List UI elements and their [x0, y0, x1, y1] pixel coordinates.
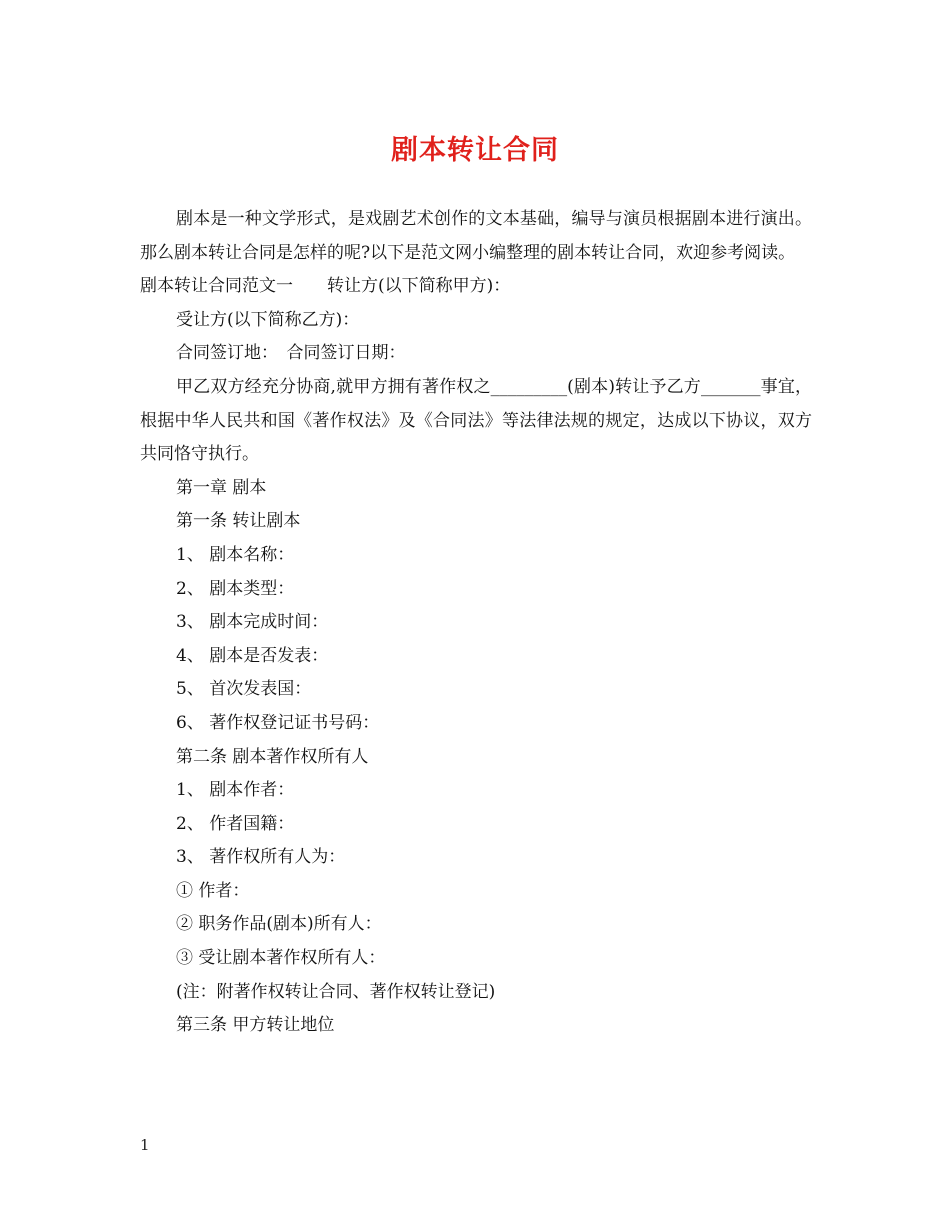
list-item: ① 作者： — [176, 880, 250, 901]
list-item: 6、 著作权登记证书号码： — [176, 712, 380, 733]
article-three-heading: 第三条 甲方转让地位 — [176, 1015, 335, 1036]
chapter-one-heading: 第一章 剧本 — [176, 477, 267, 498]
list-item: 1、 剧本名称： — [176, 544, 295, 565]
list-item: 3、 著作权所有人为： — [176, 847, 346, 868]
note-line: (注：附著作权转让合同、著作权转让登记) — [176, 981, 496, 1002]
list-item: 4、 剧本是否发表： — [176, 645, 329, 666]
list-item: 3、 剧本完成时间： — [176, 612, 329, 633]
list-item: ② 职务作品(剧本)所有人： — [176, 914, 382, 935]
list-item: 2、 作者国籍： — [176, 813, 295, 834]
sample-heading: 剧本转让合同范文一 转让方(以下简称甲方)： — [140, 276, 511, 297]
list-item: 5、 首次发表国： — [176, 679, 312, 700]
article-one-heading: 第一条 转让剧本 — [176, 511, 301, 532]
assignee-line: 受让方(以下简称乙方)： — [176, 309, 360, 330]
list-item: 2、 剧本类型： — [176, 578, 295, 599]
intro-paragraph: 剧本是一种文学形式，是戏剧艺术创作的文本基础，编导与演员根据剧本进行演出。那么剧本转让合同是怎样的呢?以下是范文网小编整理的剧本转让合同，欢迎参考阅读。 — [140, 209, 812, 263]
agreement-paragraph: 甲乙双方经充分协商,就甲方拥有著作权之_________(剧本)转让予乙方_______事宜，根据中华人民共和国《著作权法》及《合同法》等法律法规的规定，达成以下协议，双方共同恪守执行。 — [140, 376, 812, 465]
sign-place-date-line: 合同签订地： 合同签订日期： — [176, 343, 406, 364]
list-item: 1、 剧本作者： — [176, 780, 295, 801]
document-title: 剧本转让合同 — [391, 135, 559, 166]
article-two-heading: 第二条 剧本著作权所有人 — [176, 746, 369, 767]
document-body — [140, 203, 812, 1043]
list-item: ③ 受让剧本著作权所有人： — [176, 948, 386, 969]
page-number: 1 — [140, 1136, 150, 1154]
